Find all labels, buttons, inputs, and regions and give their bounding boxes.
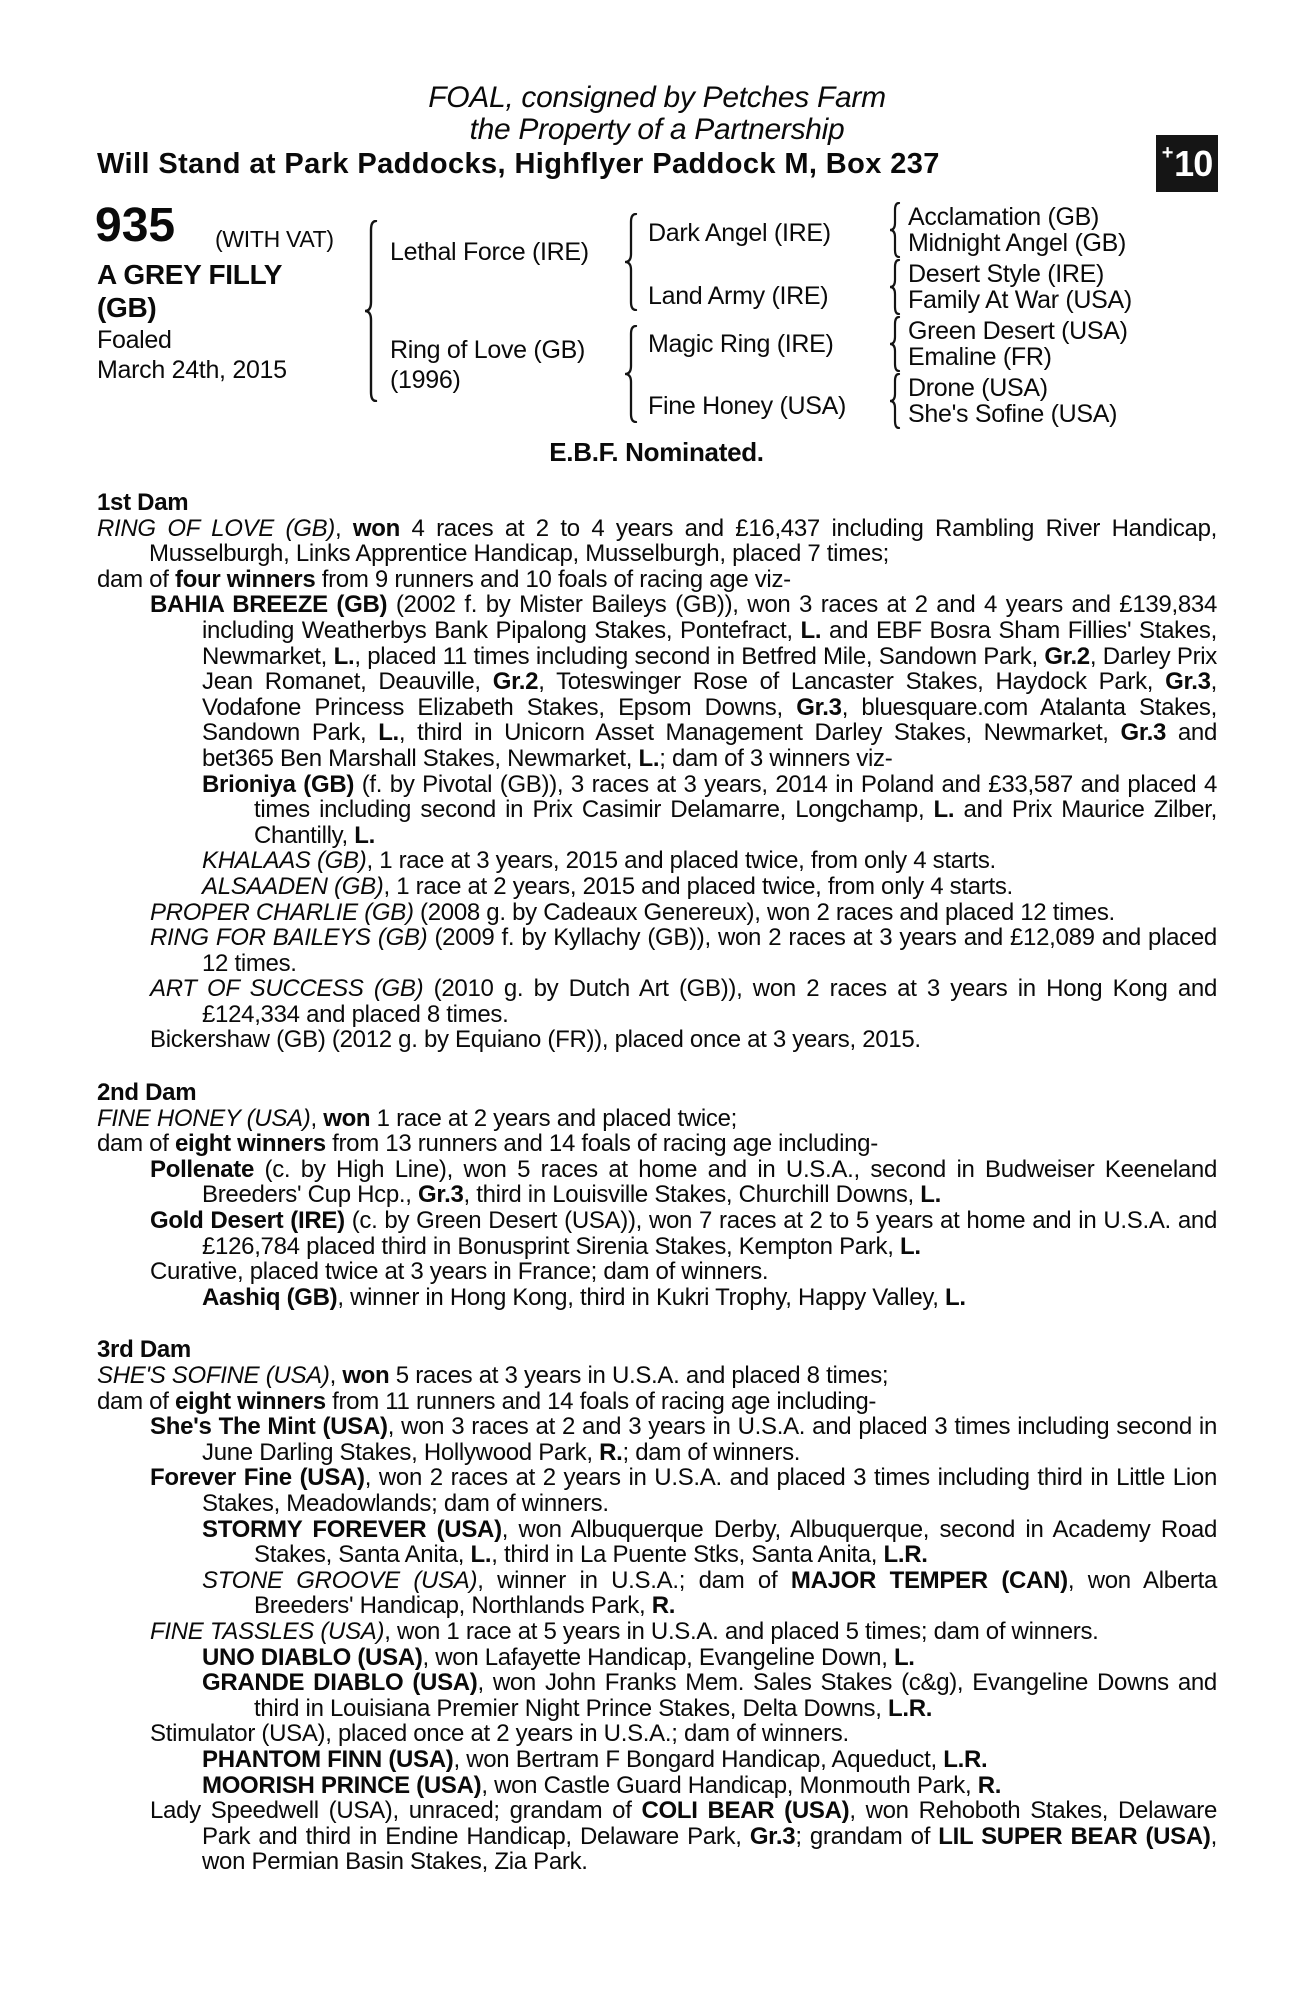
plus-icon: + bbox=[1161, 142, 1174, 164]
sire-name: Lethal Force (IRE) bbox=[390, 238, 589, 266]
text-run: ; dam of winners. bbox=[622, 1438, 801, 1466]
pedigree-paragraph bbox=[97, 1131, 1217, 1157]
text-run: Stimulator (USA), placed once at 2 years in U.S.A.; dam of winners. bbox=[150, 1720, 849, 1748]
text-run: RING OF LOVE (GB) bbox=[97, 514, 335, 542]
stand-location-line: Will Stand at Park Paddocks, Highflyer Paddock M, Box 237 bbox=[97, 148, 940, 180]
dam-section-heading: 3rd Dam bbox=[97, 1336, 191, 1364]
text-run: Gr.2 bbox=[492, 668, 539, 696]
pedigree-brace bbox=[622, 213, 638, 316]
pedigree-paragraph bbox=[97, 1208, 1217, 1259]
text-run: , won 2 races at 2 years in U.S.A. and placed 3 times including third in Little Lion Stakes, Meadowlands; dam of winners. bbox=[202, 1464, 1217, 1517]
text-run: Forever Fine (USA) bbox=[150, 1464, 365, 1492]
dam-section-heading: 2nd Dam bbox=[97, 1079, 197, 1107]
text-run: 1 race at 2 years and placed twice; bbox=[370, 1104, 738, 1132]
pedigree-paragraph bbox=[97, 1363, 1217, 1389]
text-run: dam of bbox=[97, 1387, 175, 1415]
text-run: Lady Speedwell (USA), unraced; grandam of bbox=[150, 1797, 642, 1825]
text-run: FINE TASSLES (USA) bbox=[150, 1617, 385, 1645]
text-run: L.R. bbox=[943, 1745, 988, 1773]
grandsire-maternal: Magic Ring (IRE) bbox=[648, 330, 834, 358]
text-run: FINE HONEY (USA) bbox=[97, 1104, 311, 1132]
text-run: won bbox=[342, 1362, 390, 1389]
text-run: , 1 race at 2 years, 2015 and placed twice, from only 4 starts. bbox=[383, 872, 1013, 900]
text-run: , won 3 races at 2 and 3 years in U.S.A. and placed 3 times including second in June Darling Stakes, Hollywood Park, bbox=[202, 1413, 1217, 1466]
text-run: R. bbox=[977, 1771, 1002, 1799]
text-run: L. bbox=[945, 1283, 966, 1311]
text-run: , won Castle Guard Handicap, Monmouth Park, bbox=[481, 1771, 978, 1799]
text-run: , third in Louisville Stakes, Churchill Downs, bbox=[463, 1181, 921, 1209]
text-run: MOORISH PRINCE (USA) bbox=[202, 1771, 482, 1799]
text-run: She's The Mint (USA) bbox=[150, 1413, 388, 1441]
pedigree-brace bbox=[362, 220, 378, 407]
pedigree-paragraph bbox=[97, 874, 1217, 900]
text-run: 5 races at 3 years in U.S.A. and placed 8 times; bbox=[389, 1362, 889, 1389]
text-run: Pollenate bbox=[150, 1155, 254, 1183]
text-run: L. bbox=[354, 821, 376, 849]
text-run: four winners bbox=[174, 565, 316, 593]
text-run: L. bbox=[920, 1181, 942, 1209]
text-run: dam of bbox=[97, 1130, 175, 1158]
vat-note: (WITH VAT) bbox=[215, 226, 334, 252]
great-grandparent: Drone (USA) bbox=[908, 374, 1048, 402]
pedigree-paragraph bbox=[97, 1157, 1217, 1208]
text-run: STORMY FOREVER (USA) bbox=[202, 1515, 502, 1543]
text-run: , bbox=[335, 514, 353, 542]
text-run: ; grandam of bbox=[795, 1822, 939, 1850]
pedigree-paragraph bbox=[97, 1259, 1217, 1285]
text-run: 4 races at 2 to 4 years and £16,437 including Rambling River Handicap, Musselburgh, Links Apprentice Handicap, Musselburgh, placed 7 times; bbox=[149, 514, 1217, 568]
property-line: the Property of a Partnership bbox=[469, 113, 845, 146]
pedigree-paragraph bbox=[97, 1645, 1217, 1671]
pedigree-paragraph bbox=[97, 976, 1217, 1027]
text-run: from 9 runners and 10 foals of racing age viz- bbox=[315, 565, 791, 593]
pedigree-brace bbox=[886, 373, 902, 434]
grandsire-paternal: Dark Angel (IRE) bbox=[648, 219, 831, 247]
granddam-maternal: Fine Honey (USA) bbox=[648, 392, 847, 420]
dam-section-heading: 1st Dam bbox=[97, 489, 189, 516]
text-run: L. bbox=[333, 642, 355, 670]
text-run: Gr.3 bbox=[1120, 719, 1167, 747]
text-run: L. bbox=[470, 1541, 492, 1569]
pedigree-paragraph bbox=[97, 1568, 1217, 1619]
text-run: , won Permian Basin Stakes, Zia Park. bbox=[202, 1822, 1217, 1876]
text-run: dam of bbox=[97, 565, 175, 593]
great-grandparent: Emaline (FR) bbox=[908, 343, 1052, 371]
text-run: MAJOR TEMPER (CAN) bbox=[790, 1566, 1068, 1594]
text-run: L. bbox=[800, 616, 822, 644]
text-run: , third in Unicorn Asset Management Darley Stakes, Newmarket, bbox=[398, 719, 1121, 747]
text-run: and Prix Maurice Zilber, Chantilly, bbox=[254, 796, 1217, 849]
pedigree-paragraph bbox=[97, 1773, 1217, 1799]
pedigree-brace bbox=[886, 316, 902, 377]
text-run: STONE GROOVE (USA) bbox=[202, 1566, 478, 1594]
great-grandparent: Family At War (USA) bbox=[908, 286, 1132, 314]
text-run: PHANTOM FINN (USA) bbox=[202, 1745, 454, 1773]
lot-number: 935 bbox=[95, 199, 176, 252]
pedigree-paragraph bbox=[97, 1389, 1217, 1415]
text-run: , Darley Prix Jean Romanet, Deauville, bbox=[202, 642, 1217, 696]
text-run: L.R. bbox=[888, 1694, 933, 1722]
dam-name: Ring of Love (GB) bbox=[390, 336, 585, 364]
pedigree-paragraph bbox=[97, 567, 1217, 593]
text-run: BAHIA BREEZE (GB) bbox=[150, 591, 388, 619]
text-run: , won Bertram F Bongard Handicap, Aqueduct, bbox=[453, 1745, 944, 1773]
badge-number: 10 bbox=[1174, 142, 1213, 184]
great-grandparent: She's Sofine (USA) bbox=[908, 400, 1118, 428]
text-run: L. bbox=[933, 796, 955, 824]
great-grandparent: Midnight Angel (GB) bbox=[908, 229, 1127, 257]
text-run: , won Albuquerque Derby, Albuquerque, second in Academy Road Stakes, Santa Anita, bbox=[254, 1515, 1217, 1569]
text-run: Gr.2 bbox=[1044, 642, 1090, 670]
pedigree-paragraph bbox=[97, 1106, 1217, 1132]
text-run: KHALAAS (GB) bbox=[202, 847, 367, 875]
text-run: Gr.3 bbox=[418, 1181, 464, 1209]
pedigree-paragraph bbox=[97, 592, 1217, 771]
text-run: Aashiq (GB) bbox=[202, 1283, 338, 1311]
text-run: LIL SUPER BEAR (USA) bbox=[938, 1822, 1211, 1850]
pedigree-paragraph bbox=[97, 1285, 1217, 1311]
great-grandparent: Acclamation (GB) bbox=[908, 203, 1100, 231]
lot-country-suffix: (GB) bbox=[97, 292, 157, 323]
text-run: , won John Franks Mem. Sales Stakes (c&g), Evangeline Downs and third in Louisiana Premier Night Prince Stakes, Delta Downs, bbox=[254, 1669, 1217, 1722]
text-run: ART OF SUCCESS (GB) bbox=[150, 975, 424, 1003]
text-run: Curative, placed twice at 3 years in France; dam of winners. bbox=[150, 1258, 769, 1286]
text-run: , winner in U.S.A.; dam of bbox=[477, 1566, 791, 1594]
text-run: eight winners bbox=[174, 1130, 326, 1158]
text-run: COLI BEAR (USA) bbox=[641, 1797, 850, 1825]
pedigree-paragraph bbox=[97, 1517, 1217, 1568]
text-run: , placed 11 times including second in Betfred Mile, Sandown Park, bbox=[354, 642, 1045, 670]
pedigree-paragraph bbox=[97, 772, 1217, 849]
foaled-date: March 24th, 2015 bbox=[97, 356, 287, 384]
pedigree-brace bbox=[622, 325, 638, 428]
text-run: L. bbox=[638, 744, 660, 772]
text-run: , won Alberta Breeders' Handicap, Northlands Park, bbox=[254, 1566, 1217, 1620]
text-run: and bet365 Ben Marshall Stakes, Newmarket, bbox=[202, 719, 1217, 772]
text-run: , third in La Puente Stks, Santa Anita, bbox=[491, 1541, 884, 1569]
ebf-nominated-note: E.B.F. Nominated. bbox=[549, 437, 764, 467]
text-run: UNO DIABLO (USA) bbox=[202, 1643, 423, 1671]
text-run: GRANDE DIABLO (USA) bbox=[202, 1669, 478, 1697]
text-run: (c. by Green Desert (USA)), won 7 races at 2 to 5 years at home and in U.S.A. and £126,784 placed third in Bonusprint Sirenia Stakes, Kempton Park, bbox=[202, 1207, 1217, 1260]
text-run: R. bbox=[651, 1592, 676, 1620]
pedigree-paragraph bbox=[97, 900, 1217, 926]
great-grandparent: Green Desert (USA) bbox=[908, 317, 1128, 345]
pedigree-paragraph bbox=[97, 1670, 1217, 1721]
text-run: RING FOR BAILEYS (GB) bbox=[150, 924, 428, 952]
plus10-badge bbox=[1156, 135, 1218, 192]
text-run: (2002 f. by Mister Baileys (GB)), won 3 races at 2 and 4 years and £139,834 including Weatherbys Bank Pipalong Stakes, Pontefract, bbox=[202, 591, 1217, 644]
text-run: (f. by Pivotal (GB)), 3 races at 3 years, 2014 in Poland and £33,587 and placed 4 times including second in Prix Casimir Delamarre, Longchamp, bbox=[254, 770, 1217, 824]
text-run: Bickershaw (GB) (2012 g. by Equiano (FR)), placed once at 3 years, 2015. bbox=[150, 1026, 921, 1054]
lot-description: A GREY FILLY bbox=[97, 259, 283, 290]
text-run: Gr.3 bbox=[796, 693, 842, 721]
text-run: Gr.3 bbox=[1165, 668, 1211, 696]
text-run: ALSAADEN (GB) bbox=[202, 872, 384, 900]
text-run: , bluesquare.com Atalanta Stakes, Sandown Park, bbox=[202, 693, 1217, 747]
text-run: SHE'S SOFINE (USA) bbox=[97, 1362, 330, 1389]
pedigree-paragraph bbox=[97, 848, 1217, 874]
pedigree-brace bbox=[886, 259, 902, 320]
text-run: Gr.3 bbox=[749, 1822, 796, 1850]
text-run: L. bbox=[899, 1232, 921, 1260]
text-run: Gold Desert (IRE) bbox=[150, 1207, 345, 1235]
text-run: won bbox=[352, 514, 400, 542]
text-run: , Vodafone Princess Elizabeth Stakes, Epsom Downs, bbox=[202, 668, 1217, 721]
text-run: (2010 g. by Dutch Art (GB)), won 2 races at 3 years in Hong Kong and £124,334 and placed 8 times. bbox=[202, 975, 1217, 1028]
text-run: PROPER CHARLIE (GB) bbox=[150, 898, 414, 926]
pedigree-paragraph bbox=[97, 925, 1217, 976]
text-run: eight winners bbox=[174, 1387, 326, 1415]
text-run: and EBF Bosra Sham Fillies' Stakes, Newmarket, bbox=[202, 616, 1217, 670]
text-run: won bbox=[323, 1104, 371, 1132]
dam-year: (1996) bbox=[390, 366, 461, 394]
pedigree-paragraph bbox=[97, 1465, 1217, 1516]
text-run: from 13 runners and 14 foals of racing age including- bbox=[325, 1130, 878, 1158]
pedigree-paragraph bbox=[97, 1798, 1217, 1875]
granddam-paternal: Land Army (IRE) bbox=[648, 282, 829, 310]
text-run: L. bbox=[893, 1643, 915, 1671]
pedigree-paragraph bbox=[97, 1027, 1217, 1053]
text-run: , Toteswinger Rose of Lancaster Stakes, Haydock Park, bbox=[538, 668, 1166, 696]
text-run: , bbox=[310, 1104, 324, 1132]
text-run: , bbox=[329, 1362, 343, 1389]
text-run: (c. by High Line), won 5 races at home and in U.S.A., second in Budweiser Keeneland Breeders' Cup Hcp., bbox=[202, 1155, 1217, 1209]
text-run: L. bbox=[378, 719, 399, 747]
pedigree-paragraph bbox=[97, 1414, 1217, 1465]
great-grandparent: Desert Style (IRE) bbox=[908, 260, 1105, 288]
text-run: L.R. bbox=[883, 1541, 928, 1569]
pedigree-paragraph bbox=[97, 1721, 1217, 1747]
foaled-label: Foaled bbox=[97, 326, 172, 354]
consignor-line: FOAL, consigned by Petches Farm bbox=[428, 81, 886, 114]
text-run: R. bbox=[599, 1438, 623, 1466]
text-run: from 11 runners and 14 foals of racing age including- bbox=[325, 1387, 877, 1415]
text-run: , won Lafayette Handicap, Evangeline Down, bbox=[422, 1643, 894, 1671]
text-run: ; dam of 3 winners viz- bbox=[659, 744, 893, 772]
text-run: , winner in Hong Kong, third in Kukri Trophy, Happy Valley, bbox=[337, 1283, 946, 1311]
text-run: , 1 race at 3 years, 2015 and placed twice, from only 4 starts. bbox=[366, 847, 996, 875]
text-run: (2008 g. by Cadeaux Genereux), won 2 races and placed 12 times. bbox=[413, 898, 1115, 926]
pedigree-paragraph bbox=[97, 516, 1217, 567]
text-run: , won Rehoboth Stakes, Delaware Park and third in Endine Handicap, Delaware Park, bbox=[202, 1797, 1217, 1850]
text-run: Brioniya (GB) bbox=[202, 770, 355, 798]
pedigree-details bbox=[97, 490, 1217, 1875]
pedigree-paragraph bbox=[97, 1747, 1217, 1773]
pedigree-paragraph bbox=[97, 1619, 1217, 1645]
pedigree-brace bbox=[886, 202, 902, 263]
text-run: , won 1 race at 5 years in U.S.A. and placed 5 times; dam of winners. bbox=[384, 1617, 1099, 1645]
text-run: (2009 f. by Kyllachy (GB)), won 2 races at 3 years and £12,089 and placed 12 times. bbox=[202, 924, 1217, 977]
